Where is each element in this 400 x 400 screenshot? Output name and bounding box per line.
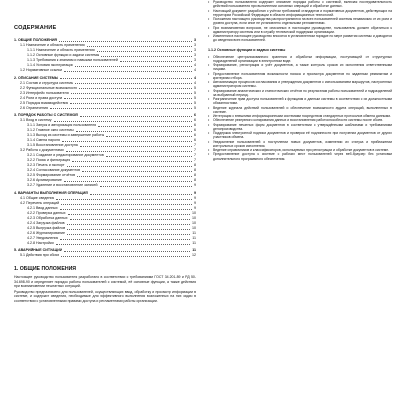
toc-leader-dots xyxy=(59,41,192,42)
toc-page-number: 10 xyxy=(192,220,196,225)
intro-paragraph: • Изменения в настоящее руководство вносятся в установленном порядке по мере развития системы и доводятся до сведения всех пользователей. xyxy=(206,34,392,43)
toc-leader-dots xyxy=(60,78,192,79)
toc-leader-dots xyxy=(60,209,192,210)
toc-entry-text: 4.2.3 Обработка данных xyxy=(27,215,68,220)
toc-entry-text: 2.3 Интерфейс пользователя xyxy=(20,90,69,95)
toc-leader-dots xyxy=(79,88,192,89)
bullet-item: • Формирование печатных форм документов в соответствии с утверждёнными шаблонами и требованиями делопроизводства. xyxy=(206,123,392,132)
toc-leader-dots xyxy=(71,93,192,94)
body-paragraph: Руководство предназначено для пользователей, осуществляющих ввод, обработку и просмотр информации в системе, и содержит сведения, необходимые для эффективного выполнения возложенных на них задач в соответствии с установленными правами доступа и регламентами работы организации. xyxy=(14,289,196,303)
toc-page-number: 6 xyxy=(194,118,196,123)
toc-page-number: 3 xyxy=(194,43,196,47)
toc-entry-text: 1.2 Нормативные ссылки xyxy=(20,68,62,72)
toc-page-number: 4 xyxy=(194,80,196,85)
toc-entry-text: 3.1.2 Главное окно системы xyxy=(27,128,74,133)
bullet-item: • Обеспечение резервного копирования данных и восстановления работоспособности системы после сбоев. xyxy=(206,118,392,122)
section-heading: 1. ОБЩИЕ ПОЛОЖЕНИЯ xyxy=(14,266,77,273)
toc-leader-dots xyxy=(80,116,192,117)
toc-page-number: 11 xyxy=(192,230,196,235)
toc-page-number: 4 xyxy=(194,63,196,67)
toc-entry-text: 4.2.2 Проверка данных xyxy=(27,210,66,215)
toc-entry-text: 4.2.1 Ввод данных xyxy=(27,205,58,210)
toc-leader-dots xyxy=(67,229,190,230)
toc-leader-dots xyxy=(106,156,192,157)
intro-paragraphs xyxy=(206,0,392,43)
table-of-contents xyxy=(14,38,196,258)
toc-page-number: 3 xyxy=(194,38,196,42)
toc-page-number: 11 xyxy=(192,235,196,240)
toc-page-number: 7 xyxy=(194,148,196,153)
toc-entry-text: 2.2 Функциональные возможности xyxy=(20,85,78,90)
toc-leader-dots xyxy=(101,56,192,57)
toc-leader-dots xyxy=(90,194,192,195)
bullet-item: • Автоматизация процессов согласования и утверждения документов с использованием маршрутов, настроенных администратором системы. xyxy=(206,80,392,89)
toc-leader-dots xyxy=(80,146,192,147)
toc-leader-dots xyxy=(70,219,190,220)
toc-entry-text: 2.1 Состав и структура системы xyxy=(20,80,74,85)
toc-page-number: 6 xyxy=(194,138,196,143)
right-column xyxy=(206,0,392,161)
toc-page-number: 8 xyxy=(194,163,196,168)
toc-entry-text: 3.2 Работа с документами xyxy=(20,148,64,153)
toc-leader-dots xyxy=(61,256,190,257)
bullet-item: • Предоставление пользователям возможности поиска и просмотра документов по заданным реквизитам и критериям отбора. xyxy=(206,72,392,81)
toc-entry-text: 3.1.1 Запуск и авторизация пользователя xyxy=(27,123,97,128)
toc-entry[interactable] xyxy=(14,253,196,258)
toc-page-number: 8 xyxy=(194,168,196,173)
toc-entry-text: 5.1 Действия при сбоях xyxy=(20,253,60,258)
body-paragraph: Настоящее руководство пользователя разработано в соответствии с требованиями ГОСТ 34.201-89 и РД 50-34.698-90 и определяет порядок работы пользователей с системой, её основные функции, а также действия при возникновении нештатных ситуаций. xyxy=(14,275,196,289)
intro-paragraph: • При возникновении вопросов, не описанных в настоящем руководстве, пользователь должен обратиться к администратору системы или в службу технической поддержки организации. xyxy=(206,26,392,35)
toc-leader-dots xyxy=(77,176,192,177)
toc-leader-dots xyxy=(60,239,190,240)
toc-leader-dots xyxy=(106,136,192,137)
toc-page-number: 4 xyxy=(194,68,196,72)
toc-leader-dots xyxy=(120,61,192,62)
toc-page-number: 3 xyxy=(194,53,196,57)
toc-entry-text: 2. ОПИСАНИЕ СИСТЕМЫ xyxy=(14,75,59,80)
toc-page-number: 5 xyxy=(194,85,196,90)
bullet-list xyxy=(206,55,392,161)
toc-page-number: 4 xyxy=(194,75,196,80)
toc-leader-dots xyxy=(82,171,192,172)
toc-leader-dots xyxy=(64,71,192,72)
bullet-item: • Ведение справочников и классификаторов, используемых при регистрации и обработке документов в системе. xyxy=(206,148,392,152)
toc-entry-text: 2.5 Порядок взаимодействия xyxy=(20,100,69,105)
toc-page-number: 6 xyxy=(194,113,196,118)
toc-entry-text: 1.1 Назначение и область применения xyxy=(20,43,85,47)
toc-leader-dots xyxy=(56,244,191,245)
toc-leader-dots xyxy=(62,141,192,142)
toc-entry[interactable] xyxy=(14,241,196,246)
toc-entry-text: 3.2.4 Согласование документов xyxy=(27,168,81,173)
toc-entry-text: 1.1.4 Условия эксплуатации xyxy=(27,63,74,67)
toc-entry-text: 5. АВАРИЙНЫЕ СИТУАЦИИ xyxy=(14,248,63,253)
bullet-item: • Ведение журнала действий пользователей и обеспечение возможности аудита операций, выполненных в системе. xyxy=(206,106,392,115)
toc-page-number: 9 xyxy=(194,183,196,188)
toc-entry-text: 3.2.3 Печать и экспорт xyxy=(27,163,65,168)
toc-entry-text: 2.6 Ограничения xyxy=(20,105,48,110)
toc-leader-dots xyxy=(50,108,192,109)
toc-entry-text: 4.2.8 Настройки xyxy=(27,240,54,245)
section-body xyxy=(14,275,196,303)
toc-page-number: 9 xyxy=(194,205,196,210)
toc-entry-text: 3.1.5 Восстановление доступа xyxy=(27,143,78,148)
toc-page-number: 5 xyxy=(194,105,196,110)
bullet-item: • Поддержка электронной подписи документов и проверки её подлинности при получении документов от других участников обмена. xyxy=(206,131,392,140)
toc-page-number: 9 xyxy=(194,200,196,205)
toc-page-number: 6 xyxy=(194,128,196,133)
toc-page-number: 6 xyxy=(194,123,196,128)
toc-leader-dots xyxy=(64,251,190,252)
intro-paragraph: • Руководство пользователя содержит описание порядка работы с системой, включая последовательность действий пользователя при выполнении основных операций и обработке данных. xyxy=(206,0,392,9)
bullet-item: • Обеспечение централизованного хранения и обработки информации, поступающей от структурных подразделений организации в электронном виде. xyxy=(206,55,392,64)
toc-page-number: 12 xyxy=(192,253,196,258)
toc-entry-text: 3.1 Вход в систему xyxy=(20,118,52,123)
toc-leader-dots xyxy=(61,204,192,205)
toc-page-number: 6 xyxy=(194,133,196,138)
toc-leader-dots xyxy=(67,224,190,225)
toc-leader-dots xyxy=(56,199,192,200)
bullet-item: • Уведомление пользователей о поступлении новых документов, изменении их статуса и приближении контрольных сроков исполнения. xyxy=(206,140,392,149)
toc-page-number: 7 xyxy=(194,153,196,158)
toc-leader-dots xyxy=(67,166,192,167)
toc-entry-text: 4.2 Перечень операций xyxy=(20,200,60,205)
toc-entry-text: 3.2.5 Формирование отчётов xyxy=(27,173,76,178)
toc-page-number: 8 xyxy=(194,178,196,183)
toc-page-number: 5 xyxy=(194,90,196,95)
toc-entry-text: 4.2.6 Журналирование xyxy=(27,230,65,235)
bullet-item: • Интеграция с внешними информационными системами посредством стандартных протоколов обмена данными. xyxy=(206,114,392,118)
toc-entry-text: 3.1.3 Выход из системы и завершение работы xyxy=(27,133,105,138)
toc-page-number: 11 xyxy=(192,240,196,245)
toc-entry-text: 1.1.1 Назначение и область применения xyxy=(27,48,95,52)
toc-page-number: 9 xyxy=(194,190,196,195)
toc-leader-dots xyxy=(75,83,192,84)
toc-page-number: 9 xyxy=(194,195,196,200)
toc-leader-dots xyxy=(98,126,192,127)
toc-leader-dots xyxy=(87,46,192,47)
toc-page-number: 10 xyxy=(192,210,196,215)
toc-leader-dots xyxy=(54,121,192,122)
toc-page-number: 11 xyxy=(192,248,196,253)
toc-page-number: 3 xyxy=(194,48,196,52)
toc-leader-dots xyxy=(64,181,192,182)
toc-page-number: 10 xyxy=(192,225,196,230)
toc-page-number: 8 xyxy=(194,173,196,178)
toc-leader-dots xyxy=(64,98,192,99)
toc-entry-text: 1. ОБЩИЕ ПОЛОЖЕНИЯ xyxy=(14,38,57,42)
toc-page-number: 5 xyxy=(194,100,196,105)
intro-paragraph: • Положения настоящего руководства распространяются на всех пользователей системы независимо от их роли и уровня доступа, если иное не установлено отдельными регламентами. xyxy=(206,17,392,26)
toc-entry-text: 3.2.2 Поиск и фильтрация xyxy=(27,158,71,163)
toc-page-number: 10 xyxy=(192,215,196,220)
toc-leader-dots xyxy=(66,151,192,152)
subsection-heading: 1.1.2 Основные функции и задачи системы xyxy=(208,47,286,52)
intro-paragraph: • Настоящий документ разработан с учётом требований стандартов и нормативных документов, действующих на территории Российской Федерации в области информационных технологий. xyxy=(206,9,392,18)
toc-entry-text: 4.1 Общие сведения xyxy=(20,195,55,200)
bullet-item: • Разграничение прав доступа пользователей к функциям и данным системы в соответствии с их должностными обязанностями. xyxy=(206,97,392,106)
left-column xyxy=(14,16,196,305)
toc-entry[interactable] xyxy=(14,106,196,111)
toc-page-number: 3 xyxy=(194,58,196,62)
toc-leader-dots xyxy=(97,51,192,52)
toc-entry-text: 3. ПОРЯДОК РАБОТЫ С СИСТЕМОЙ xyxy=(14,113,78,118)
toc-entry[interactable] xyxy=(14,68,196,73)
toc-page-number: 5 xyxy=(194,95,196,100)
bullet-item: • Формирование аналитических и статистических отчётов по результатам работы пользователей и подразделений за выбранный период. xyxy=(206,89,392,98)
toc-leader-dots xyxy=(75,66,192,67)
toc-entry-text: 4.2.7 Уведомления xyxy=(27,235,59,240)
toc-entry[interactable] xyxy=(14,183,196,188)
toc-entry-text: 3.2.6 Архивирование xyxy=(27,178,62,183)
toc-entry-text: 1.1.2 Основные функции и задачи системы xyxy=(27,53,100,57)
toc-leader-dots xyxy=(68,214,190,215)
toc-title: СОДЕРЖАНИЕ xyxy=(14,25,57,31)
toc-leader-dots xyxy=(72,161,192,162)
toc-leader-dots xyxy=(100,186,192,187)
toc-entry-text: 2.4 Роли и права доступа xyxy=(20,95,63,100)
toc-leader-dots xyxy=(76,131,192,132)
toc-entry-text: 3.1.4 Смена пароля xyxy=(27,138,60,143)
toc-entry-text: 3.2.7 Удаление и восстановление записей xyxy=(27,183,98,188)
toc-leader-dots xyxy=(70,103,192,104)
toc-page-number: 7 xyxy=(194,158,196,163)
bullet-item: • Предоставление доступа к системе с рабочих мест пользователей через веб-браузер без установки дополнительного программного обеспечения. xyxy=(206,152,392,161)
toc-entry-text: 4. ВАРИАНТЫ ВЫПОЛНЕНИЯ ОПЕРАЦИЙ xyxy=(14,190,88,195)
bullet-item: • Формирование, регистрация и учёт документов, а также контроль сроков их исполнения ответственными лицами. xyxy=(206,63,392,72)
toc-leader-dots xyxy=(67,234,190,235)
toc-entry-text: 4.2.4 Загрузка файлов xyxy=(27,220,65,225)
toc-page-number: 7 xyxy=(194,143,196,148)
toc-entry-text: 4.2.5 Выгрузка файлов xyxy=(27,225,66,230)
toc-entry-text: 1.1.3 Требования к знаниям и навыкам пользователей xyxy=(27,58,118,62)
toc-entry-text: 3.2.1 Создание и редактирование документов xyxy=(27,153,104,158)
